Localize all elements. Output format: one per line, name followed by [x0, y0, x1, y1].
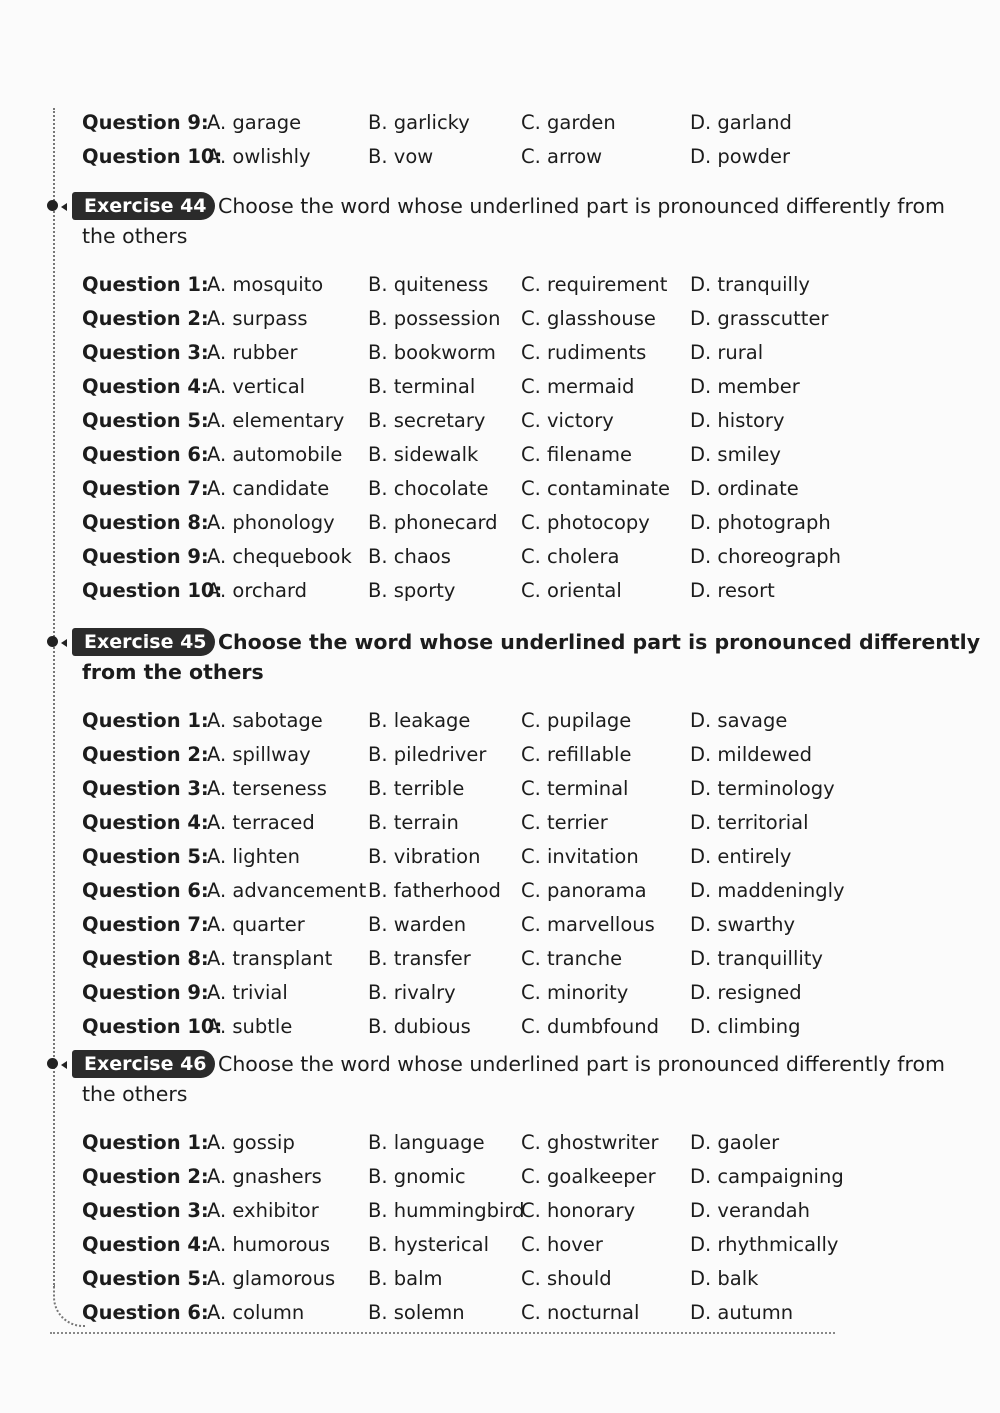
- question-label: Question 6:: [82, 879, 209, 902]
- option-d: D. rhythmically: [690, 1233, 839, 1256]
- option-d: D. powder: [690, 145, 791, 168]
- option-b: B. transfer: [368, 947, 471, 970]
- option-b: B. chocolate: [368, 477, 489, 500]
- question-row: [0, 1126, 1000, 1160]
- exercise-instruction: Choose the word whose underlined part is pronounced differently from: [218, 194, 945, 218]
- option-a: A. chequebook: [207, 545, 352, 568]
- option-d: D. smiley: [690, 443, 781, 466]
- option-b: B. language: [368, 1131, 485, 1154]
- bullet-dot-icon: [47, 200, 58, 211]
- option-a: A. elementary: [207, 409, 345, 432]
- option-d: D. garland: [690, 111, 792, 134]
- option-c: C. mermaid: [521, 375, 635, 398]
- option-a: A. exhibitor: [207, 1199, 319, 1222]
- option-d: D. resort: [690, 579, 775, 602]
- option-c: C. cholera: [521, 545, 620, 568]
- option-b: B. balm: [368, 1267, 443, 1290]
- exercise-header: [0, 1050, 1000, 1126]
- question-row: [0, 942, 1000, 976]
- question-label: Question 3:: [82, 341, 209, 364]
- option-c: C. glasshouse: [521, 307, 656, 330]
- option-c: C. tranche: [521, 947, 623, 970]
- exercise-instruction: Choose the word whose underlined part is pronounced differently from: [218, 1052, 945, 1076]
- option-c: C. contaminate: [521, 477, 670, 500]
- option-b: B. vibration: [368, 845, 481, 868]
- exercise-badge: Exercise 44: [72, 192, 215, 220]
- exercise-header: [0, 192, 1000, 268]
- exercise-badge: Exercise 46: [72, 1050, 215, 1078]
- question-row: [0, 738, 1000, 772]
- option-b: B. warden: [368, 913, 467, 936]
- question-label: Question 2:: [82, 1165, 209, 1188]
- option-d: D. campaigning: [690, 1165, 844, 1188]
- option-d: D. ordinate: [690, 477, 799, 500]
- bullet-arrow-icon: [61, 203, 67, 211]
- previous-exercise-rows: [0, 106, 1000, 174]
- option-d: D. tranquillity: [690, 947, 823, 970]
- exercise-instruction-cont: from the others: [82, 660, 264, 684]
- option-a: A. humorous: [207, 1233, 331, 1256]
- question-row: [0, 704, 1000, 738]
- option-b: B. piledriver: [368, 743, 487, 766]
- option-a: A. sabotage: [207, 709, 323, 732]
- question-row: [0, 806, 1000, 840]
- option-c: C. invitation: [521, 845, 639, 868]
- question-row: [0, 404, 1000, 438]
- question-label: Question 1:: [82, 709, 209, 732]
- option-d: D. savage: [690, 709, 788, 732]
- question-row: [0, 840, 1000, 874]
- option-c: C. pupilage: [521, 709, 632, 732]
- question-row: [0, 772, 1000, 806]
- exercise-44: [0, 192, 1000, 608]
- option-d: D. balk: [690, 1267, 759, 1290]
- option-b: B. secretary: [368, 409, 486, 432]
- question-list: [0, 1126, 1000, 1330]
- question-row: [0, 370, 1000, 404]
- question-list: [0, 704, 1000, 1044]
- bullet-dot-icon: [47, 636, 58, 647]
- question-row: [0, 976, 1000, 1010]
- option-c: C. honorary: [521, 1199, 636, 1222]
- option-b: B. terminal: [368, 375, 476, 398]
- option-b: B. sidewalk: [368, 443, 479, 466]
- option-d: D. autumn: [690, 1301, 794, 1324]
- exercise-instruction-cont: the others: [82, 1082, 188, 1106]
- question-label: Question 8:: [82, 947, 209, 970]
- question-label: Question 6:: [82, 1301, 209, 1324]
- question-label: Question 4:: [82, 375, 209, 398]
- option-a: A. terraced: [207, 811, 315, 834]
- option-b: B. sporty: [368, 579, 456, 602]
- option-a: A. gnashers: [207, 1165, 322, 1188]
- option-c: C. requirement: [521, 273, 668, 296]
- question-row: [0, 574, 1000, 608]
- question-row: [0, 506, 1000, 540]
- option-d: D. territorial: [690, 811, 809, 834]
- option-b: B. solemn: [368, 1301, 465, 1324]
- option-d: D. member: [690, 375, 800, 398]
- option-c: C. marvellous: [521, 913, 655, 936]
- option-b: B. rivalry: [368, 981, 456, 1004]
- question-row: [0, 438, 1000, 472]
- option-a: A. automobile: [207, 443, 343, 466]
- question-row: [0, 472, 1000, 506]
- question-label: Question 5:: [82, 845, 209, 868]
- question-row: [0, 1160, 1000, 1194]
- option-a: A. rubber: [207, 341, 298, 364]
- option-c: C. oriental: [521, 579, 622, 602]
- option-b: B. dubious: [368, 1015, 471, 1038]
- option-b: B. fatherhood: [368, 879, 501, 902]
- question-row: [0, 1228, 1000, 1262]
- option-a: A. column: [207, 1301, 305, 1324]
- option-d: D. history: [690, 409, 785, 432]
- option-c: C. terrier: [521, 811, 608, 834]
- question-row: [0, 140, 1000, 174]
- option-c: C. ghostwriter: [521, 1131, 659, 1154]
- bullet-arrow-icon: [61, 639, 67, 647]
- option-c: C. garden: [521, 111, 616, 134]
- option-c: C. nocturnal: [521, 1301, 640, 1324]
- option-a: A. advancement: [207, 879, 367, 902]
- question-label: Question 5:: [82, 1267, 209, 1290]
- option-d: D. photograph: [690, 511, 831, 534]
- exercise-instruction-cont: the others: [82, 224, 188, 248]
- bullet-dot-icon: [47, 1058, 58, 1069]
- option-d: D. swarthy: [690, 913, 796, 936]
- option-a: A. terseness: [207, 777, 327, 800]
- option-b: B. chaos: [368, 545, 451, 568]
- option-d: D. entirely: [690, 845, 792, 868]
- option-a: A. phonology: [207, 511, 335, 534]
- option-b: B. quiteness: [368, 273, 489, 296]
- question-label: Question 2:: [82, 307, 209, 330]
- question-row: [0, 336, 1000, 370]
- option-b: B. phonecard: [368, 511, 498, 534]
- option-b: B. possession: [368, 307, 501, 330]
- question-label: Question 7:: [82, 913, 209, 936]
- question-label: Question 2:: [82, 743, 209, 766]
- question-list: [0, 268, 1000, 608]
- option-c: C. should: [521, 1267, 612, 1290]
- option-a: A. surpass: [207, 307, 308, 330]
- option-a: A. spillway: [207, 743, 311, 766]
- bullet-arrow-icon: [61, 1061, 67, 1069]
- exercise-45: [0, 628, 1000, 1044]
- exercise-badge: Exercise 45: [72, 628, 215, 656]
- option-a: A. vertical: [207, 375, 306, 398]
- option-a: A. transplant: [207, 947, 333, 970]
- option-a: A. gossip: [207, 1131, 295, 1154]
- question-label: Question 9:: [82, 981, 209, 1004]
- question-row: [0, 1262, 1000, 1296]
- question-row: [0, 908, 1000, 942]
- option-b: B. hysterical: [368, 1233, 489, 1256]
- option-d: D. mildewed: [690, 743, 812, 766]
- option-d: D. verandah: [690, 1199, 810, 1222]
- option-b: B. leakage: [368, 709, 471, 732]
- option-c: C. dumbfound: [521, 1015, 660, 1038]
- option-d: D. terminology: [690, 777, 835, 800]
- option-a: A. candidate: [207, 477, 330, 500]
- question-label: Question 9:: [82, 111, 209, 134]
- option-d: D. tranquilly: [690, 273, 810, 296]
- option-c: C. rudiments: [521, 341, 647, 364]
- option-a: A. orchard: [207, 579, 307, 602]
- option-a: A. garage: [207, 111, 302, 134]
- question-label: Question 10:: [82, 145, 223, 168]
- question-label: Question 6:: [82, 443, 209, 466]
- option-c: C. photocopy: [521, 511, 650, 534]
- question-row: [0, 874, 1000, 908]
- option-d: D. climbing: [690, 1015, 801, 1038]
- option-d: D. grasscutter: [690, 307, 829, 330]
- question-label: Question 9:: [82, 545, 209, 568]
- option-b: B. terrain: [368, 811, 459, 834]
- option-d: D. resigned: [690, 981, 802, 1004]
- question-row: [0, 1194, 1000, 1228]
- option-a: A. owlishly: [207, 145, 311, 168]
- exercise-46: [0, 1050, 1000, 1330]
- question-label: Question 8:: [82, 511, 209, 534]
- option-c: C. refillable: [521, 743, 632, 766]
- option-c: C. minority: [521, 981, 629, 1004]
- option-b: B. bookworm: [368, 341, 496, 364]
- question-label: Question 3:: [82, 1199, 209, 1222]
- option-b: B. garlicky: [368, 111, 470, 134]
- bottom-dotted-line: [50, 1332, 835, 1334]
- option-d: D. maddeningly: [690, 879, 845, 902]
- question-label: Question 4:: [82, 1233, 209, 1256]
- option-c: C. hover: [521, 1233, 603, 1256]
- option-a: A. subtle: [207, 1015, 293, 1038]
- exercise-header: [0, 628, 1000, 704]
- option-d: D. gaoler: [690, 1131, 780, 1154]
- question-label: Question 1:: [82, 273, 209, 296]
- question-label: Question 10:: [82, 579, 223, 602]
- question-row: [0, 1296, 1000, 1330]
- option-c: C. filename: [521, 443, 633, 466]
- question-row: [0, 106, 1000, 140]
- option-a: A. glamorous: [207, 1267, 336, 1290]
- question-label: Question 10:: [82, 1015, 223, 1038]
- option-a: A. trivial: [207, 981, 288, 1004]
- option-b: B. vow: [368, 145, 434, 168]
- question-row: [0, 1010, 1000, 1044]
- question-row: [0, 302, 1000, 336]
- question-row: [0, 540, 1000, 574]
- question-label: Question 7:: [82, 477, 209, 500]
- option-c: C. terminal: [521, 777, 629, 800]
- option-c: C. arrow: [521, 145, 603, 168]
- option-c: C. goalkeeper: [521, 1165, 656, 1188]
- option-c: C. panorama: [521, 879, 647, 902]
- option-c: C. victory: [521, 409, 614, 432]
- question-label: Question 3:: [82, 777, 209, 800]
- exercise-instruction: Choose the word whose underlined part is pronounced differently: [218, 630, 981, 654]
- question-label: Question 5:: [82, 409, 209, 432]
- question-label: Question 1:: [82, 1131, 209, 1154]
- option-d: D. rural: [690, 341, 764, 364]
- question-row: [0, 268, 1000, 302]
- question-label: Question 4:: [82, 811, 209, 834]
- option-a: A. quarter: [207, 913, 305, 936]
- option-a: A. mosquito: [207, 273, 324, 296]
- option-d: D. choreograph: [690, 545, 842, 568]
- option-b: B. gnomic: [368, 1165, 466, 1188]
- option-a: A. lighten: [207, 845, 300, 868]
- option-b: B. terrible: [368, 777, 465, 800]
- option-b: B. hummingbird: [368, 1199, 525, 1222]
